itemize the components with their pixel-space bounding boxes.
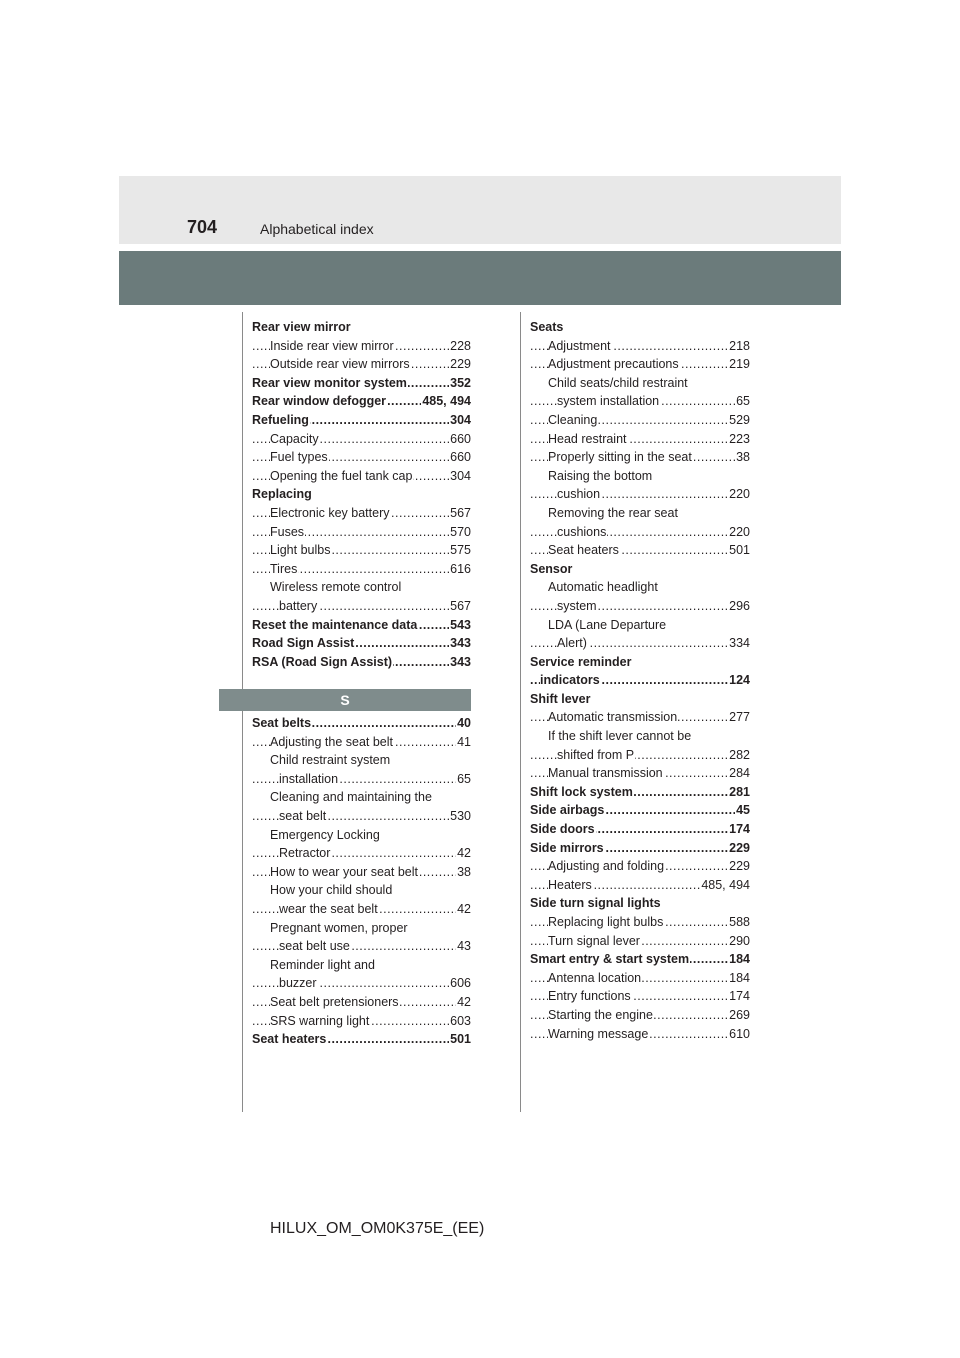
index-entry-term: Smart entry & start system xyxy=(530,952,690,967)
index-entry-term: Turn signal lever xyxy=(548,933,640,948)
index-entry-term: Antenna location xyxy=(548,970,642,985)
index-entry-page[interactable]: 277 xyxy=(728,708,750,727)
index-entry-term: Adjusting and folding xyxy=(548,859,665,874)
index-entry-term: Sensor xyxy=(530,561,573,576)
index-entry xyxy=(530,634,750,653)
index-entry-page[interactable]: 588 xyxy=(728,913,750,932)
index-entry-page[interactable]: 485, 494 xyxy=(421,392,471,411)
index-entry-term: Adjustment precautions xyxy=(548,357,679,372)
index-entry-term: Refueling xyxy=(252,412,309,427)
index-entry-term: Child seats/child restraint xyxy=(548,375,688,390)
index-entry xyxy=(530,578,750,597)
index-entry xyxy=(530,746,750,765)
index-entry-page[interactable]: 606 xyxy=(449,974,471,993)
index-entry-term: Starting the engine xyxy=(548,1007,653,1022)
index-entry-term: Fuses xyxy=(270,524,305,539)
index-entry-page[interactable]: 184 xyxy=(728,950,750,969)
index-entry xyxy=(252,560,471,579)
index-entry xyxy=(530,616,750,635)
section-letter-band: S xyxy=(219,689,471,711)
index-entry-page[interactable]: 567 xyxy=(449,504,471,523)
index-entry xyxy=(252,523,471,542)
index-entry xyxy=(252,448,471,467)
index-entry-term: Emergency Locking xyxy=(270,827,380,842)
index-entry xyxy=(530,932,750,951)
index-entry-term: battery xyxy=(279,598,318,613)
index-entry-term: Reminder light and xyxy=(270,957,375,972)
index-entry xyxy=(530,1025,750,1044)
index-entry xyxy=(252,863,471,882)
index-entry-term: Alert) xyxy=(557,636,587,651)
index-entry-page[interactable]: 352 xyxy=(449,374,471,393)
index-entry xyxy=(530,783,750,802)
index-entry-term: buzzer xyxy=(279,976,317,991)
index-entry-page[interactable]: 174 xyxy=(728,820,750,839)
index-entry-term: Cleaning and maintaining the xyxy=(270,790,432,805)
index-entry xyxy=(530,857,750,876)
index-entry xyxy=(252,355,471,374)
index-entry-page[interactable]: 228 xyxy=(449,337,471,356)
index-entry xyxy=(530,560,750,579)
index-entry xyxy=(530,708,750,727)
index-entry-page[interactable]: 290 xyxy=(728,932,750,951)
index-entry-page[interactable]: 570 xyxy=(449,523,471,542)
index-entry-term: Electronic key battery xyxy=(270,505,390,520)
index-entry xyxy=(252,807,471,826)
index-entry-page[interactable]: 184 xyxy=(728,969,750,988)
index-entry-page[interactable]: 485, 494 xyxy=(700,876,750,895)
index-entry-term: Shift lever xyxy=(530,691,591,706)
index-entry-term: RSA (Road Sign Assist) xyxy=(252,654,393,669)
index-entry xyxy=(530,411,750,430)
index-entry xyxy=(530,987,750,1006)
index-entry-page[interactable]: 603 xyxy=(449,1012,471,1031)
index-entry xyxy=(530,876,750,895)
index-entry xyxy=(530,653,750,672)
index-entry-term: seat belt use xyxy=(279,939,350,954)
index-entry xyxy=(252,318,471,337)
index-entry-page[interactable]: 42 xyxy=(456,900,471,919)
index-entry-term: How to wear your seat belt xyxy=(270,864,418,879)
index-entry xyxy=(252,392,471,411)
index-entry-term: Rear window defogger xyxy=(252,394,387,409)
index-entry-page[interactable]: 616 xyxy=(449,560,471,579)
index-entry-page[interactable]: 42 xyxy=(456,844,471,863)
index-entry-term: SRS warning light xyxy=(270,1013,370,1028)
index-entry-page[interactable]: 282 xyxy=(728,746,750,765)
index-entry xyxy=(252,881,471,900)
index-entry xyxy=(530,690,750,709)
index-entry xyxy=(252,751,471,770)
header-dark-band xyxy=(119,251,841,305)
index-entry-term: Side mirrors xyxy=(530,840,604,855)
index-entry-term: How your child should xyxy=(270,883,393,898)
index-entry xyxy=(252,504,471,523)
index-entry-term: Rear view mirror xyxy=(252,320,351,334)
left-column-top xyxy=(252,318,471,671)
index-entry-term: Road Sign Assist xyxy=(252,636,355,651)
index-entry-page[interactable]: 223 xyxy=(728,430,750,449)
index-entry-term: Manual transmission xyxy=(548,766,663,781)
index-entry xyxy=(530,504,750,523)
index-entry-term: Service reminder xyxy=(530,654,632,669)
index-entry xyxy=(530,969,750,988)
index-entry-term: Seats xyxy=(530,320,564,334)
index-entry xyxy=(530,355,750,374)
index-entry-term: Shift lock system xyxy=(530,784,633,799)
index-entry-page[interactable]: 65 xyxy=(735,392,750,411)
index-entry-term: Wireless remote control xyxy=(270,580,402,595)
index-entry xyxy=(530,467,750,486)
index-entry xyxy=(252,578,471,597)
index-entry xyxy=(252,733,471,752)
index-entry-page[interactable]: 334 xyxy=(728,634,750,653)
index-entry xyxy=(252,900,471,919)
index-entry-page[interactable]: 529 xyxy=(728,411,750,430)
index-entry-term: Fuel types xyxy=(270,450,328,465)
left-column-bottom xyxy=(252,714,471,1049)
index-entry-term: LDA (Lane Departure xyxy=(548,617,667,632)
index-entry-term: Raising the bottom xyxy=(548,468,653,483)
index-entry-term: Side airbags xyxy=(530,803,605,818)
index-entry-term: Adjustment xyxy=(548,338,611,353)
index-entry xyxy=(252,1012,471,1031)
index-entry-page[interactable]: 304 xyxy=(449,467,471,486)
index-entry-term: Rear view monitor system xyxy=(252,375,407,390)
index-entry xyxy=(252,634,471,653)
index-entry-page[interactable]: 281 xyxy=(728,783,750,802)
index-entry-page[interactable]: 219 xyxy=(728,355,750,374)
index-entry xyxy=(530,392,750,411)
index-entry-term: cushions xyxy=(557,524,607,539)
index-entry-page[interactable]: 174 xyxy=(728,987,750,1006)
index-entry xyxy=(252,467,471,486)
index-entry-page[interactable]: 38 xyxy=(735,448,750,467)
index-entry-term: Warning message xyxy=(548,1026,649,1041)
index-entry-page[interactable]: 543 xyxy=(449,616,471,635)
index-entry xyxy=(252,597,471,616)
index-entry-term: Adjusting the seat belt xyxy=(270,734,393,749)
index-entry-term: Heaters xyxy=(548,877,592,892)
index-entry-term: system xyxy=(557,598,597,613)
index-entry-term: Inside rear view mirror xyxy=(270,338,394,353)
index-entry xyxy=(252,844,471,863)
index-entry-term: Retractor xyxy=(279,846,331,861)
index-entry-page[interactable]: 220 xyxy=(728,523,750,542)
index-entry-term: Seat heaters xyxy=(548,543,619,558)
index-entry xyxy=(252,993,471,1012)
index-entry-term: wear the seat belt xyxy=(279,901,378,916)
index-entry-page[interactable]: 40 xyxy=(456,714,471,733)
index-entry xyxy=(530,430,750,449)
index-entry xyxy=(252,411,471,430)
index-entry xyxy=(530,727,750,746)
index-entry-page[interactable]: 229 xyxy=(728,857,750,876)
index-entry-term: Seat belt pretensioners xyxy=(270,994,399,1009)
index-entry-term: Side turn signal lights xyxy=(530,896,661,911)
index-entry xyxy=(252,430,471,449)
index-entry-page[interactable]: 501 xyxy=(728,541,750,560)
index-entry-term: Replacing light bulbs xyxy=(548,915,664,929)
footer-document-code: HILUX_OM_OM0K375E_(EE) xyxy=(270,1220,485,1237)
index-entry-term: Opening the fuel tank cap xyxy=(270,468,413,483)
index-entry-term: Automatic transmission xyxy=(548,710,678,725)
index-entry-term: Tires xyxy=(270,561,298,576)
index-entry xyxy=(530,764,750,783)
index-entry-page[interactable]: 610 xyxy=(728,1025,750,1044)
index-entry-page[interactable]: 229 xyxy=(728,839,750,858)
index-entry-term: Automatic headlight xyxy=(548,580,658,595)
index-entry xyxy=(530,523,750,542)
index-entry-term: cushion xyxy=(557,487,601,502)
index-entry-term: Outside rear view mirrors xyxy=(270,357,410,372)
index-entry-term: Reset the maintenance data xyxy=(252,617,418,632)
index-entry-page[interactable]: 218 xyxy=(728,337,750,356)
index-entry-page[interactable]: 660 xyxy=(449,448,471,467)
index-entry-term: Pregnant women, proper xyxy=(270,920,408,935)
index-entry-term: Seat belts xyxy=(252,716,312,730)
index-entry-term: Properly sitting in the seat xyxy=(548,450,692,465)
index-entry-page[interactable]: 304 xyxy=(449,411,471,430)
index-entry xyxy=(530,374,750,393)
index-entry-term: indicators xyxy=(540,673,600,688)
index-entry-term: shifted from P xyxy=(557,747,635,762)
index-entry xyxy=(530,950,750,969)
index-entry xyxy=(530,894,750,913)
index-entry-term: installation xyxy=(279,771,339,786)
index-entry-page[interactable]: 575 xyxy=(449,541,471,560)
index-entry xyxy=(530,913,750,932)
right-column xyxy=(530,318,750,1043)
index-entry-term: Seat heaters xyxy=(252,1032,327,1047)
index-entry xyxy=(530,671,750,690)
index-entry xyxy=(530,1006,750,1025)
index-entry xyxy=(252,541,471,560)
index-entry-page[interactable]: 269 xyxy=(728,1006,750,1025)
index-entry xyxy=(252,919,471,938)
index-entry xyxy=(252,616,471,635)
index-entry-page[interactable]: 229 xyxy=(449,355,471,374)
index-entry-term: seat belt xyxy=(279,808,327,823)
index-entry-page[interactable]: 343 xyxy=(449,653,471,672)
index-entry-page[interactable]: 45 xyxy=(735,801,750,820)
index-entry-term: system installation xyxy=(557,394,660,409)
header-band xyxy=(119,176,841,244)
index-entry xyxy=(252,826,471,845)
index-entry-term: Removing the rear seat xyxy=(548,505,678,520)
section-title: Alphabetical index xyxy=(260,221,374,237)
index-entry-term: If the shift lever cannot be xyxy=(548,729,692,744)
index-entry-page[interactable]: 41 xyxy=(456,733,471,752)
page-number: 704 xyxy=(187,217,218,237)
index-entry-page[interactable]: 660 xyxy=(449,430,471,449)
index-entry-page[interactable]: 38 xyxy=(456,863,471,882)
index-entry-page[interactable]: 567 xyxy=(449,597,471,616)
index-entry-term: Side doors xyxy=(530,822,595,837)
index-entry xyxy=(252,374,471,393)
index-entry xyxy=(252,788,471,807)
index-entry xyxy=(530,801,750,820)
index-entry-term: Entry functions xyxy=(548,989,631,1004)
index-entry-page[interactable]: 284 xyxy=(728,764,750,783)
index-entry-page[interactable]: 220 xyxy=(728,485,750,504)
index-entry-page[interactable]: 43 xyxy=(456,937,471,956)
index-entry xyxy=(252,770,471,789)
index-entry xyxy=(252,956,471,975)
index-entry xyxy=(530,541,750,560)
index-entry-term: Light bulbs xyxy=(270,543,331,558)
index-entry xyxy=(252,714,471,733)
index-entry-term: Cleaning xyxy=(548,412,598,427)
column-rule-middle xyxy=(520,312,521,1112)
index-entry xyxy=(252,337,471,356)
index-entry xyxy=(252,1030,471,1049)
index-entry xyxy=(530,820,750,839)
index-entry xyxy=(252,653,471,672)
index-entry xyxy=(530,839,750,858)
index-entry xyxy=(252,974,471,993)
index-entry-term: Capacity xyxy=(270,431,319,446)
index-entry xyxy=(530,318,750,337)
index-entry xyxy=(530,337,750,356)
index-entry-page[interactable]: 42 xyxy=(456,993,471,1012)
index-entry xyxy=(252,937,471,956)
index-entry xyxy=(530,597,750,616)
index-entry-term: Replacing xyxy=(252,487,312,502)
index-entry-page[interactable]: 124 xyxy=(728,671,750,690)
index-entry-page[interactable]: 296 xyxy=(728,597,750,616)
index-entry xyxy=(530,485,750,504)
index-entry-page[interactable]: 343 xyxy=(449,634,471,653)
index-entry-page[interactable]: 65 xyxy=(456,770,471,789)
index-entry xyxy=(530,448,750,467)
index-entry-page[interactable]: 501 xyxy=(449,1030,471,1049)
index-entry-page[interactable]: 530 xyxy=(449,807,471,826)
index-entry-term: Child restraint system xyxy=(270,753,391,768)
column-rule-left xyxy=(242,312,243,1112)
index-entry xyxy=(252,485,471,504)
index-entry-term: Head restraint xyxy=(548,431,627,446)
